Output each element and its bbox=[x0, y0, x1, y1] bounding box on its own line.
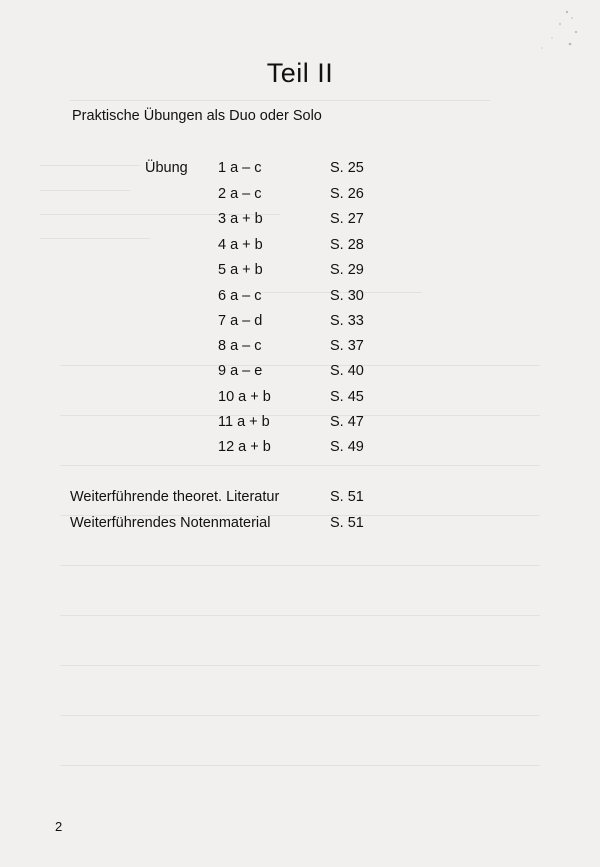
exercise-number: 5 a + b bbox=[218, 262, 263, 278]
exercise-row bbox=[0, 186, 600, 210]
exercise-number: 6 a – c bbox=[218, 288, 262, 304]
show-through-rule bbox=[60, 765, 540, 766]
exercise-page: S. 47 bbox=[330, 414, 364, 430]
show-through-rule bbox=[70, 100, 490, 101]
exercise-row bbox=[0, 414, 600, 438]
exercise-number: 8 a – c bbox=[218, 338, 262, 354]
exercise-number: 1 a – c bbox=[218, 160, 262, 176]
exercise-number: 2 a – c bbox=[218, 186, 262, 202]
exercise-number: 11 a + b bbox=[218, 414, 270, 430]
literature-label: Weiterführende theoret. Literatur bbox=[70, 489, 280, 505]
exercise-number: 10 a + b bbox=[218, 389, 271, 405]
paper-specks bbox=[512, 4, 582, 59]
exercise-page: S. 30 bbox=[330, 288, 364, 304]
exercise-row bbox=[0, 363, 600, 387]
exercise-page: S. 26 bbox=[330, 186, 364, 202]
exercise-row bbox=[0, 439, 600, 463]
literature-page: S. 51 bbox=[330, 515, 364, 531]
exercise-page: S. 40 bbox=[330, 363, 364, 379]
exercise-page: S. 29 bbox=[330, 262, 364, 278]
exercise-row bbox=[0, 338, 600, 362]
exercise-row bbox=[0, 211, 600, 235]
exercise-row bbox=[0, 288, 600, 312]
exercise-row bbox=[0, 237, 600, 261]
exercise-page: S. 27 bbox=[330, 211, 364, 227]
show-through-rule bbox=[60, 715, 540, 716]
exercise-row bbox=[0, 313, 600, 337]
exercise-number: 3 a + b bbox=[218, 211, 263, 227]
exercise-page: S. 28 bbox=[330, 237, 364, 253]
section-subtitle: Praktische Übungen als Duo oder Solo bbox=[72, 108, 322, 124]
exercise-page: S. 45 bbox=[330, 389, 364, 405]
exercise-row bbox=[0, 262, 600, 286]
exercise-page: S. 33 bbox=[330, 313, 364, 329]
page-number: 2 bbox=[55, 819, 63, 834]
exercise-page: S. 49 bbox=[330, 439, 364, 455]
exercise-number: 4 a + b bbox=[218, 237, 263, 253]
show-through-rule bbox=[60, 665, 540, 666]
exercise-number: 9 a – e bbox=[218, 363, 263, 379]
section-title: Teil II bbox=[266, 58, 334, 88]
show-through-rule bbox=[60, 565, 540, 566]
show-through-rule bbox=[60, 615, 540, 616]
show-through-rule bbox=[60, 465, 540, 466]
exercise-row bbox=[0, 389, 600, 413]
exercise-number: 12 a + b bbox=[218, 439, 271, 455]
exercise-number: 7 a – d bbox=[218, 313, 263, 329]
exercise-page: S. 37 bbox=[330, 338, 364, 354]
exercise-label: Übung bbox=[145, 160, 188, 176]
exercise-row bbox=[0, 160, 600, 184]
literature-label: Weiterführendes Notenmaterial bbox=[70, 515, 271, 531]
literature-page: S. 51 bbox=[330, 489, 364, 505]
exercise-page: S. 25 bbox=[330, 160, 364, 176]
